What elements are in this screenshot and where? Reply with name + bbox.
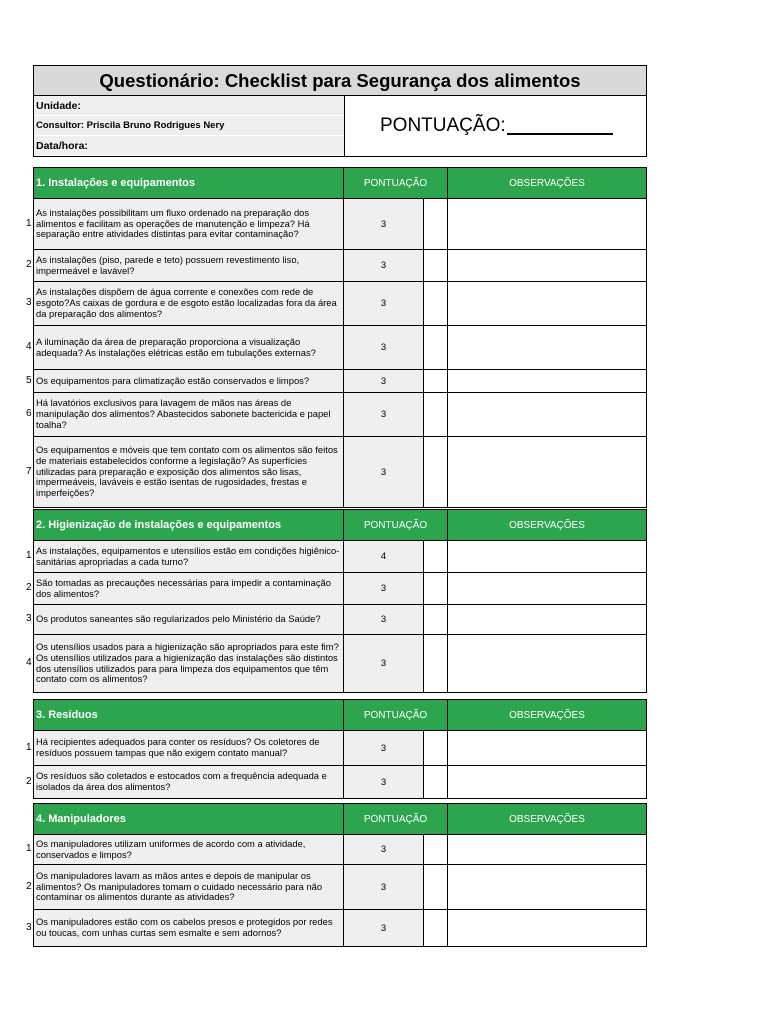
section-title: 2. Higienização de instalações e equipamentos [34, 510, 344, 540]
question-row [26, 635, 646, 692]
question-score: 3 [344, 250, 424, 281]
question-number: 1 [26, 843, 32, 855]
question-row [26, 835, 646, 865]
question-number: 1 [26, 550, 32, 562]
observations-column-header: OBSERVAÇÕES [509, 813, 585, 825]
score-column-header: PONTUAÇÃO [344, 168, 448, 198]
observation-cell[interactable] [448, 370, 646, 392]
question-number: 3 [26, 613, 32, 625]
score-extra-cell[interactable] [424, 437, 448, 507]
score-extra-cell[interactable] [424, 282, 448, 325]
question-text [26, 605, 344, 634]
score-extra-cell[interactable] [424, 766, 448, 798]
observation-cell[interactable] [448, 835, 646, 864]
question-label: Os manipuladores utilizam uniformes de acordo com a atividade, conservados e limpos? [36, 837, 306, 860]
total-score [345, 96, 646, 156]
question-number: 7 [26, 465, 32, 477]
question-row [26, 541, 646, 573]
question-row [26, 573, 646, 605]
question-row [26, 370, 646, 393]
score-extra-cell[interactable] [424, 635, 448, 692]
section-header [34, 700, 646, 731]
score-extra-cell[interactable] [424, 393, 448, 436]
question-label: Os manipuladores lavam as mãos antes e depois de manipular os alimentos? Os manipuladores tomam o cuidado necessário para não contaminar os alimentos durante as atividades? [36, 869, 323, 903]
observation-cell[interactable] [448, 910, 646, 946]
question-score: 3 [344, 370, 424, 392]
score-extra-cell[interactable] [424, 541, 448, 572]
section-header [34, 510, 646, 541]
question-number: 1 [26, 741, 32, 753]
question-label: Há recipientes adequados para conter os resíduos? Os coletores de resíduos possuem tampas que não exigem contato manual? [36, 736, 320, 758]
question-row [26, 250, 646, 282]
section-header [34, 168, 646, 199]
observation-cell[interactable] [448, 393, 646, 436]
checklist-section [26, 509, 647, 693]
section-title: 1. Instalações e equipamentos [34, 168, 344, 198]
score-extra-cell[interactable] [424, 731, 448, 765]
question-label: Os equipamentos para climatização estão conservados e limpos? [36, 374, 310, 386]
question-text [26, 573, 344, 604]
question-text [26, 835, 344, 864]
score-extra-cell[interactable] [424, 326, 448, 369]
question-text [26, 282, 344, 325]
question-number: 2 [26, 775, 32, 787]
total-score-blank [507, 117, 613, 135]
question-number: 2 [26, 880, 32, 892]
section-header [34, 804, 646, 835]
question-label: As instalações (piso, parede e teto) possuem revestimento liso, impermeável e lavável? [36, 253, 300, 276]
page-title: Questionário: Checklist para Segurança dos alimentos [34, 66, 646, 96]
question-number: 6 [26, 408, 32, 420]
score-extra-cell[interactable] [424, 250, 448, 281]
question-row [26, 393, 646, 437]
score-extra-cell[interactable] [424, 605, 448, 634]
checklist-header [33, 65, 647, 157]
question-row [26, 326, 646, 370]
observation-cell[interactable] [448, 605, 646, 634]
observations-column-header: OBSERVAÇÕES [509, 177, 585, 189]
question-text [26, 393, 344, 436]
question-text [26, 865, 344, 909]
score-extra-cell[interactable] [424, 370, 448, 392]
question-score: 3 [344, 573, 424, 604]
observation-cell[interactable] [448, 766, 646, 798]
score-extra-cell[interactable] [424, 835, 448, 864]
question-text [26, 910, 344, 946]
info-fields [34, 96, 345, 156]
observation-cell[interactable] [448, 865, 646, 909]
info-block [34, 96, 646, 156]
question-label: Há lavatórios exclusivos para lavagem de mãos nas áreas de manipulação dos alimentos? Abastecidos sabonete bactericida e papel toalha? [36, 397, 331, 430]
question-number: 3 [26, 921, 32, 933]
question-text [26, 437, 344, 507]
question-score: 3 [344, 199, 424, 249]
question-score: 3 [344, 635, 424, 692]
question-score: 3 [344, 910, 424, 946]
section-title: 4. Manipuladores [34, 804, 344, 834]
question-score: 4 [344, 541, 424, 572]
question-text [26, 541, 344, 572]
consultor-label: Consultor: Priscila Bruno Rodrigues Nery [34, 116, 344, 136]
section-title: 3. Resíduos [34, 700, 344, 730]
question-row [26, 731, 646, 766]
question-label: Os utensílios usados para a higienização são apropriados para este fim? Os utensílios utilizados para a higienização das instalações são distintos dos utensílios utilizados para para limpeza dos equipamentos que têm contato com os alimentos? [36, 641, 339, 685]
question-row [26, 865, 646, 910]
question-text [26, 199, 344, 249]
question-number: 5 [26, 374, 32, 386]
observation-cell[interactable] [448, 250, 646, 281]
question-row [26, 282, 646, 326]
score-extra-cell[interactable] [424, 573, 448, 604]
checklist-section [26, 167, 647, 508]
score-extra-cell[interactable] [424, 910, 448, 946]
observations-column-header: OBSERVAÇÕES [509, 709, 585, 721]
question-number: 4 [26, 657, 32, 669]
question-score: 3 [344, 731, 424, 765]
question-text [26, 250, 344, 281]
observations-column-header: OBSERVAÇÕES [509, 519, 585, 531]
score-column-header: PONTUAÇÃO [344, 700, 448, 730]
observation-cell[interactable] [448, 635, 646, 692]
question-label: Os produtos saneantes são regularizados pelo Ministério da Saúde? [36, 613, 321, 625]
unidade-label: Unidade: [34, 96, 344, 116]
observation-cell[interactable] [448, 199, 646, 249]
question-score: 3 [344, 865, 424, 909]
score-column-header: PONTUAÇÃO [344, 804, 448, 834]
question-text [26, 766, 344, 798]
checklist-section [26, 803, 647, 947]
observation-cell[interactable] [448, 326, 646, 369]
question-number: 1 [26, 217, 32, 229]
observation-cell[interactable] [448, 282, 646, 325]
question-number: 2 [26, 259, 32, 271]
score-extra-cell[interactable] [424, 865, 448, 909]
question-score: 3 [344, 605, 424, 634]
question-label: Os resíduos são coletados e estocados com a frequência adequada e isolados da área dos alimentos? [36, 770, 327, 792]
total-score-label: PONTUAÇÃO: [380, 115, 506, 136]
question-row [26, 910, 646, 946]
question-text [26, 370, 344, 392]
question-number: 2 [26, 582, 32, 594]
question-label: Os manipuladores estão com os cabelos presos e protegidos por redes ou toucas, com unhas curtas sem esmalte e sem adornos? [36, 916, 333, 938]
question-label: São tomadas as precauções necessárias para impedir a contaminação dos alimentos? [36, 576, 331, 599]
question-row [26, 766, 646, 798]
observation-cell[interactable] [448, 541, 646, 572]
question-score: 3 [344, 437, 424, 507]
question-number: 3 [26, 297, 32, 309]
observation-cell[interactable] [448, 731, 646, 765]
question-row [26, 199, 646, 250]
observation-cell[interactable] [448, 573, 646, 604]
question-label: As instalações, equipamentos e utensílios estão em condições higiênico-sanitárias apropriadas a cada turno? [36, 544, 340, 567]
question-score: 3 [344, 766, 424, 798]
score-extra-cell[interactable] [424, 199, 448, 249]
score-column-header: PONTUAÇÃO [344, 510, 448, 540]
question-label: Os equipamentos e móveis que tem contato com os alimentos são feitos de materiais estabelecidos conforme a legislação? As superfícies utilizadas para preparação e exposição dos alimentos são lisas, impermeáveis, laváveis e estão isentas de rugosidades, frestas e imperfeições? [36, 444, 338, 499]
observation-cell[interactable] [448, 437, 646, 507]
question-text [26, 731, 344, 765]
question-row [26, 605, 646, 635]
question-number: 4 [26, 341, 32, 353]
question-score: 3 [344, 393, 424, 436]
datahora-label: Data/hora: [34, 136, 344, 156]
question-score: 3 [344, 835, 424, 864]
question-score: 3 [344, 282, 424, 325]
question-label: As instalações possibilitam um fluxo ordenado na preparação dos alimentos e facilitam as operações de manutenção e limpeza? Há separação entre atividades distintas para evitar contaminação? [36, 206, 310, 240]
question-label: As instalações dispõem de água corrente e conexões com rede de esgoto?As caixas de gordura e de esgoto estão localizadas fora da área da preparação dos alimentos? [36, 286, 337, 319]
question-text [26, 635, 344, 692]
question-text [26, 326, 344, 369]
question-label: A iluminação da área de preparação proporciona a visualização adequada? As instalações elétricas estão em tubulações externas? [36, 335, 316, 358]
question-score: 3 [344, 326, 424, 369]
checklist-section [26, 699, 647, 799]
question-row [26, 437, 646, 507]
